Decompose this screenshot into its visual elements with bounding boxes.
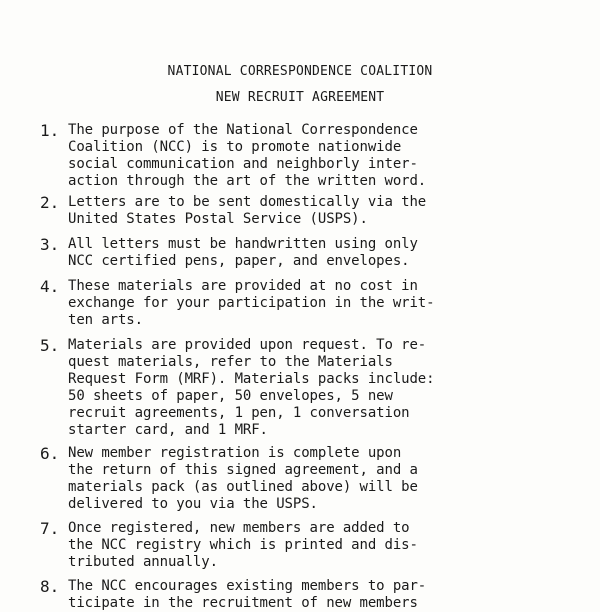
item-number: 8.	[40, 577, 60, 596]
item-text: These materials are provided at no cost in exchange for your participation in the writ- ten arts.	[68, 278, 435, 328]
item-text: New member registration is complete upon the return of this signed agreement, and a materials pack (as outlined above) will be delivered to you via the USPS.	[68, 445, 418, 512]
item-text: The purpose of the National Correspondence Coalition (NCC) is to promote nationwide social communication and neighborly inter- action through the art of the written word.	[68, 122, 427, 189]
item-number: 6.	[40, 444, 60, 463]
item-text: All letters must be handwritten using only NCC certified pens, paper, and envelopes.	[68, 236, 418, 269]
item-text: Letters are to be sent domestically via the United States Postal Service (USPS).	[68, 194, 427, 227]
item-number: 3.	[40, 235, 60, 254]
item-number: 5.	[40, 336, 60, 355]
item-number: 4.	[40, 277, 60, 296]
item-text: The NCC encourages existing members to par- ticipate in the recruitment of new members	[68, 578, 427, 611]
item-text: Materials are provided upon request. To re- quest materials, refer to the Materials Request Form (MRF). Materials packs include: 50 sheets of paper, 50 envelopes, 5 new recruit agreements, 1 pen, 1 conversation starter card, and 1 MRF.	[68, 337, 435, 438]
document-subtitle: NEW RECRUIT AGREEMENT	[215, 90, 385, 105]
item-number: 2.	[40, 193, 60, 212]
document-title: NATIONAL CORRESPONDENCE COALITION	[167, 64, 433, 79]
item-number: 7.	[40, 519, 60, 538]
item-number: 1.	[40, 121, 60, 140]
item-text: Once registered, new members are added to the NCC registry which is printed and dis- tributed annually.	[68, 520, 418, 570]
